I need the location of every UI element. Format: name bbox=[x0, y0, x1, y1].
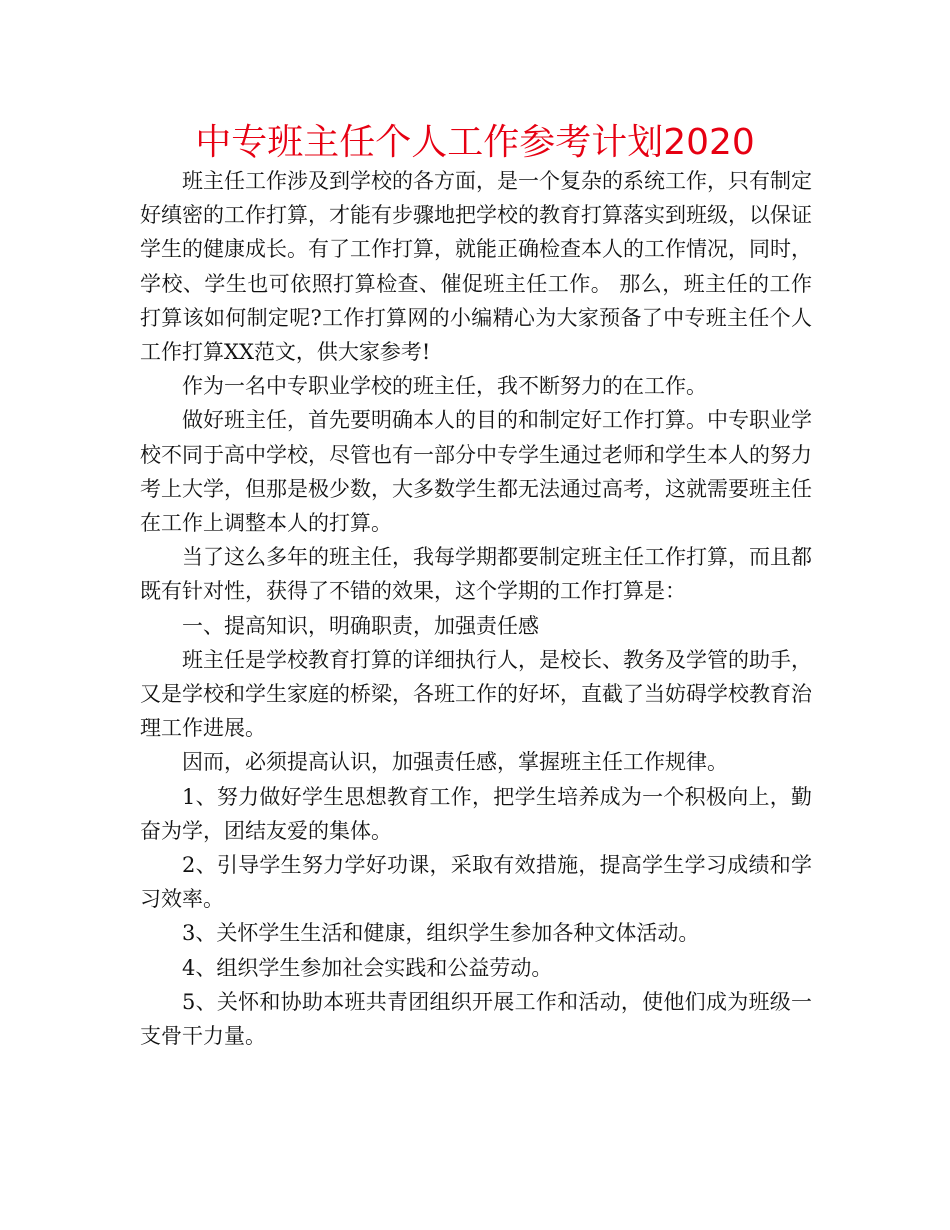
paragraph: 班主任是学校教育打算的详细执行人，是校长、教务及学管的助手，又是学校和学生家庭的桥梁，各班工作的好坏，直截了当妨碍学校教育治理工作进展。 bbox=[140, 647, 812, 741]
paragraph: 当了这么多年的班主任，我每学期都要制定班主任工作打算，而且都既有针对性，获得了不错的效果，这个学期的工作打算是： bbox=[140, 545, 812, 604]
paragraph: 因而，必须提高认识，加强责任感，掌握班主任工作规律。 bbox=[182, 750, 728, 775]
paragraph: 班主任工作涉及到学校的各方面，是一个复杂的系统工作，只有制定好缜密的工作打算，才能有步骤地把学校的教育打算落实到班级，以保证学生的健康成长。有了工作打算，就能正确检查本人的工作情况，同时，学校、学生也可依照打算检查、催促班主任工作。 那么，班主任的工作打算该如何制定呢?工作打算网的小编精心为大家预备了中专班主任个人工作打算XX范文，供大家参考! bbox=[140, 169, 812, 365]
document-title: 中专班主任个人工作参考计划2020 bbox=[195, 122, 755, 163]
list-item: 4、组织学生参加社会实践和公益劳动。 bbox=[182, 955, 553, 980]
document-body bbox=[140, 164, 812, 1053]
list-item: 1、努力做好学生思想教育工作，把学生培养成为一个积极向上，勤奋为学，团结友爱的集体。 bbox=[140, 784, 812, 843]
list-item: 3、关怀学生生活和健康，组织学生参加各种文体活动。 bbox=[182, 921, 700, 946]
section-heading: 一、提高知识，明确职责，加强责任感 bbox=[182, 613, 539, 638]
paragraph: 做好班主任，首先要明确本人的目的和制定好工作打算。中专职业学校不同于高中学校，尽管也有一部分中专学生通过老师和学生本人的努力考上大学，但那是极少数，大多数学生都无法通过高考，这就需要班主任在工作上调整本人的打算。 bbox=[140, 408, 812, 536]
list-item: 2、引导学生努力学好功课，采取有效措施，提高学生学习成绩和学习效率。 bbox=[140, 853, 812, 912]
list-item: 5、关怀和协助本班共青团组织开展工作和活动，使他们成为班级一支骨干力量。 bbox=[140, 989, 812, 1049]
paragraph: 作为一名中专职业学校的班主任，我不断努力的在工作。 bbox=[182, 374, 707, 399]
